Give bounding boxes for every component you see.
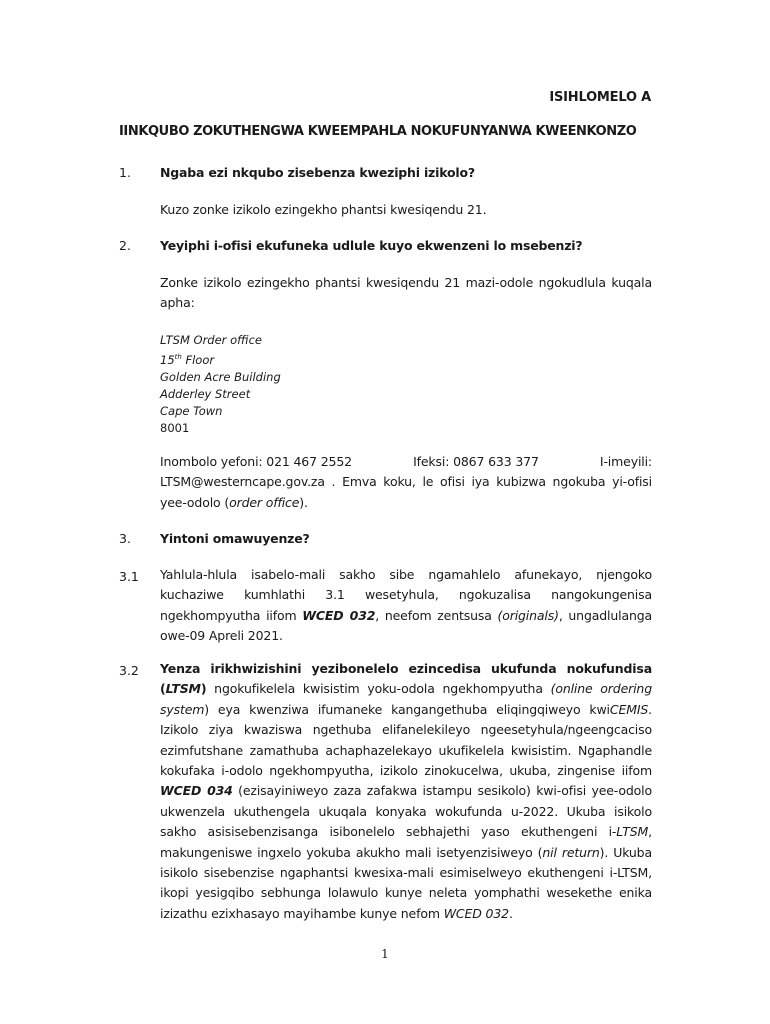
section-3-1-text: Yahlula-hlula isabelo-mali sakho sibe ngamahlelo afunekayo, njengoko kuchaziwe kumhlathi 3.1 wesetyhula, ngokuzalisa nangokungenisa ngekhompyutha iifom WCED 032, neefom zentsusa (originals), ungadlulanga owe-09 Apreli 2021. bbox=[160, 567, 653, 644]
section-2-question: Yeyiphi i-ofisi ekufuneka udlule kuyo ekwenzeni lo msebenzi? bbox=[160, 238, 583, 253]
section-3-number: 3. bbox=[119, 531, 131, 546]
section-2-number: 2. bbox=[119, 238, 131, 253]
form-wced-032: WCED 032 bbox=[302, 607, 376, 623]
fax-number: Ifeksi: 0867 633 377 bbox=[413, 454, 539, 469]
email-address-text[interactable]: LTSM@westerncape.gov.za . Emva koku, le ofisi iya kubizwa ngokuba yi-ofisi yee-odolo ( bbox=[160, 474, 652, 510]
document-title: IINKQUBO ZOKUTHENGWA KWEEMPAHLA NOKUFUNYANWA KWEENKONZO bbox=[119, 124, 637, 139]
section-3-2-text: Yenza irikhwizishini yezibonelelo ezincedisa ukufunda nokufundisa (LTSM) ngokufikelela kwisistim yoku-odola ngekhompyutha (online ordering system) eya kwenziwa ifumaneke kangangethuba eliqingqiweyo kwiCEMIS. Izikolo ziya kwaziswa ngethuba elifanelekileyo ngeesetyhula/ngeengcaciso ezimfutshane zamathuba achaphazelekayo ukufikelela kwisistim. Ngaphandle kokufaka i-odolo ngekhompyutha, izikolo zinokucelwa, ukuba, zingenise iifom WCED 034 (ezisayiniweyo zaza zafakwa istampu sesikolo) kwi-ofisi yee-odolo ukwenzela ukuthengela ukuqala konyaka wokufunda u-2022. Ukuba isikolo sakho asisisebenzisanga isibonelelo sebhajethi yaso ekuthengeni i-LTSM, makungeniswe ingxelo yokuba akukho mali isetyenzisiweyo (nil return). Ukuba isikolo sisebenzise ngaphantsi kwesixa-mali esimiselweyo ekuthengeni i-LTSM, ikopi yesigqibo sebhunga lolawulo kunye neleta yomphathi wesekethe enika izizathu ezixhasayo mayihambe kunye nefom WCED 032. bbox=[160, 661, 652, 921]
section-3-question: Yintoni omawuyenze? bbox=[160, 531, 310, 546]
address-street: Adderley Street bbox=[160, 386, 251, 401]
section-3-2-number: 3.2 bbox=[119, 663, 139, 678]
email-label: I-imeyili: bbox=[599, 454, 652, 469]
annex-heading: ISIHLOMELO A bbox=[549, 90, 651, 105]
address-floor: 15th Floor bbox=[160, 352, 215, 367]
section-3-1-number: 3.1 bbox=[119, 569, 139, 584]
order-office-address bbox=[160, 332, 281, 437]
page-number: 1 bbox=[381, 947, 389, 961]
section-1-number: 1. bbox=[119, 165, 131, 180]
address-building: Golden Acre Building bbox=[160, 369, 281, 384]
form-wced-034: WCED 034 bbox=[160, 783, 233, 799]
section-2-answer: Zonke izikolo ezingekho phantsi kwesiqendu 21 mazi-odole ngokudlula kuqala apha: bbox=[160, 275, 652, 311]
address-city: Cape Town bbox=[160, 403, 223, 418]
order-office-term: order office bbox=[229, 494, 300, 510]
contact-details: Inombolo yefoni: 021 467 2552 Ifeksi: 0867 633 377 I-imeyili: LTSM@westerncape.gov.za . Emva koku, le ofisi iya kubizwa ngokuba yi-ofisi yee-odolo (order office). bbox=[160, 454, 652, 510]
section-1-question: Ngaba ezi nkqubo zisebenza kweziphi izikolo? bbox=[160, 165, 475, 180]
address-postal-code: 8001 bbox=[160, 420, 190, 435]
section-1-answer: Kuzo zonke izikolo ezingekho phantsi kwesiqendu 21. bbox=[160, 202, 487, 217]
address-office: LTSM Order office bbox=[160, 333, 262, 347]
contact-row bbox=[160, 452, 652, 472]
phone-number: Inombolo yefoni: 021 467 2552 bbox=[160, 454, 352, 469]
